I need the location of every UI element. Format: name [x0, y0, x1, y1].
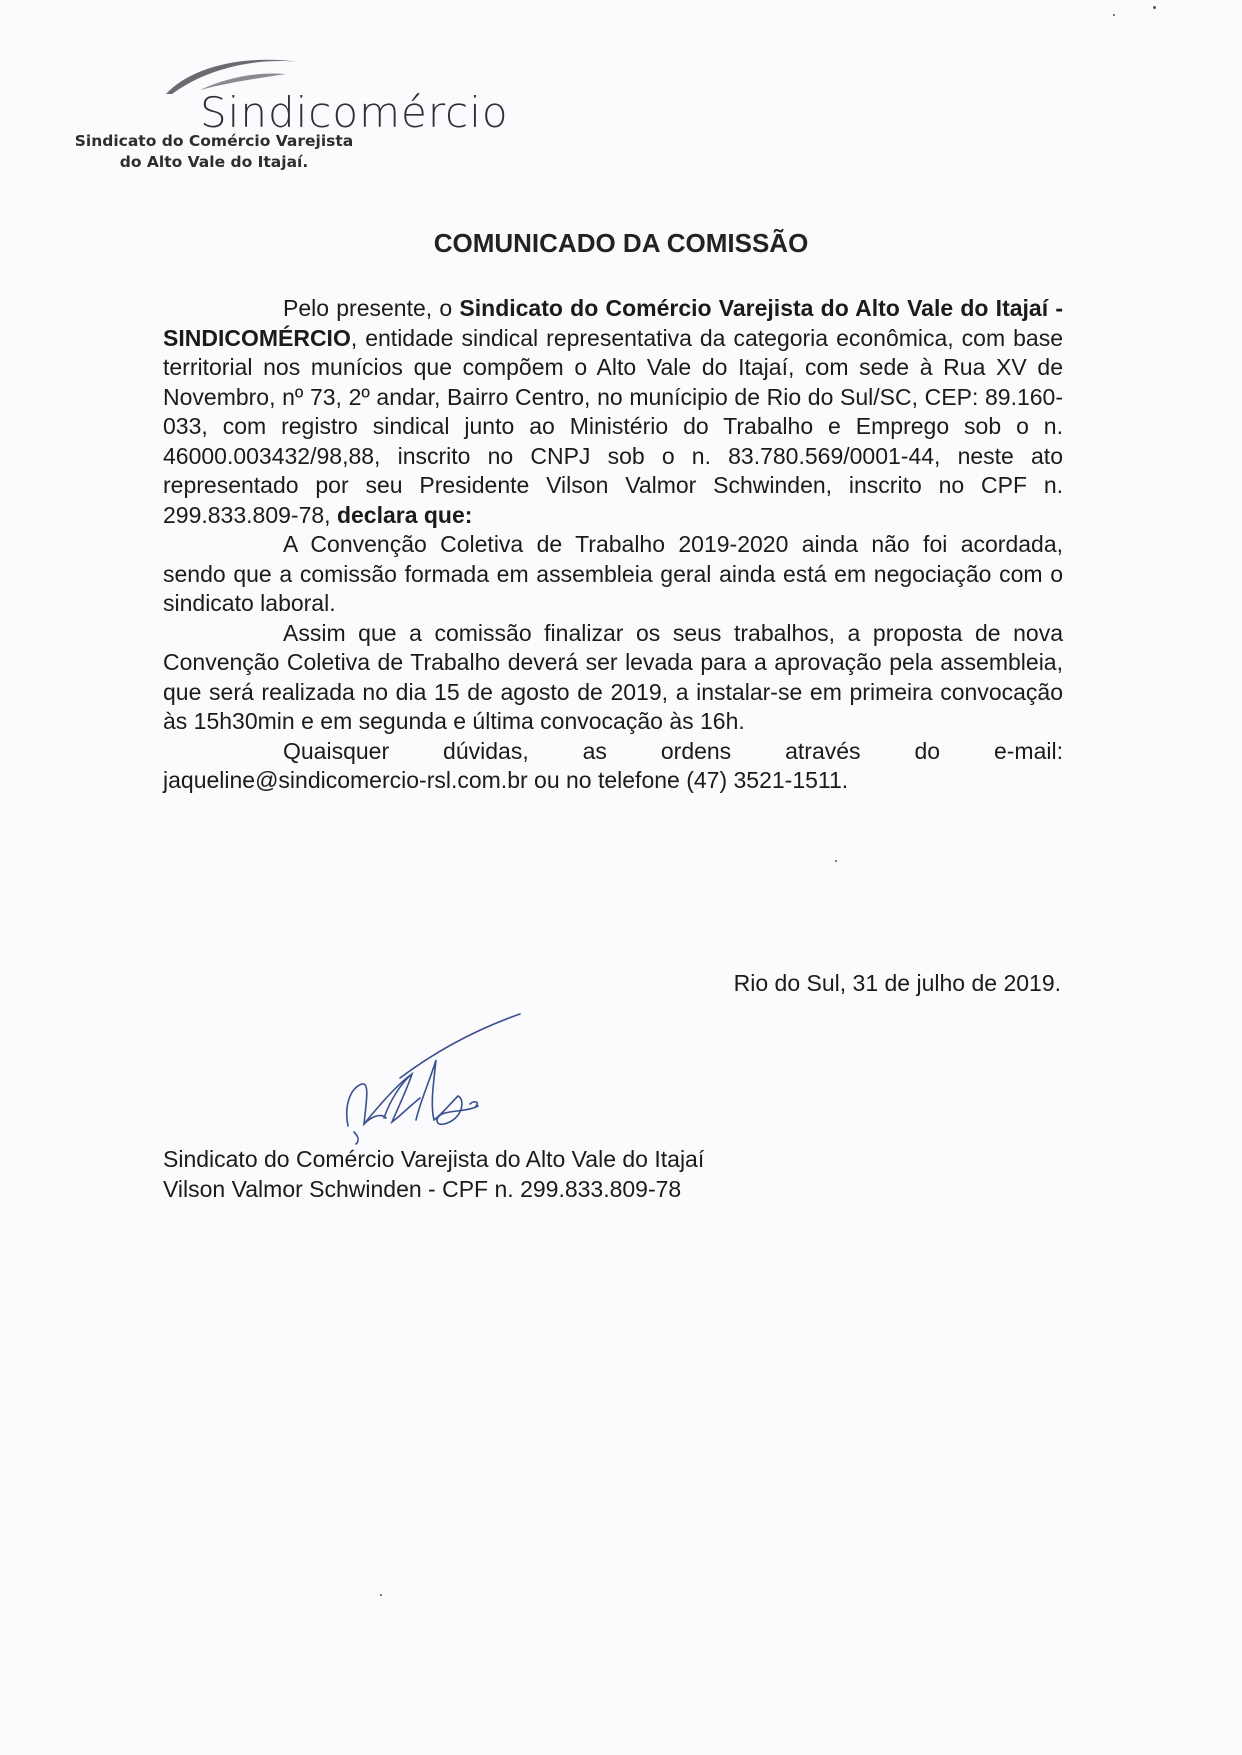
scan-speck: [1113, 14, 1115, 16]
paragraph-3: Assim que a comissão finalizar os seus trabalhos, a proposta de nova Convenção Coletiva de Trabalho deverá ser levada para a aprovação pela assembleia, que será realizada no dia 15 de agosto de 2019, a instalar-se em primeira convocação às 15h30min e em segunda e última convocação às 16h.: [163, 619, 1063, 734]
logo-subtitle-line2: do Alto Vale do Itajaí.: [119, 153, 309, 171]
scan-speck: [380, 1594, 382, 1596]
paragraph-1-intro: Pelo presente, o: [283, 295, 460, 321]
entity-name: Sindicato do Comércio Varejista do Alto Vale do Itajaí - SINDICOMÉRCIO: [163, 295, 1063, 351]
signature: [340, 1008, 580, 1158]
signature-block: [163, 1144, 704, 1204]
paragraph-1-text: , entidade sindical representativa da categoria econômica, com base territorial nos munícios que compõem o Alto Vale do Itajaí, com sede à Rua XV de Novembro, nº 73, 2º andar, Bairro Centro, no munícipio de Rio do Sul/SC, CEP: 89.160-033, com registro sindical junto ao Ministério do Trabalho e Emprego sob o n. 46000.003432/98,88, inscrito no CNPJ sob o n. 83.780.569/0001-44, neste ato representado por seu Presidente Vilson Valmor Schwinden, inscrito no CPF n. 299.833.809-78,: [163, 324, 1063, 528]
paragraph-2: A Convenção Coletiva de Trabalho 2019-2020 ainda não foi acordada, sendo que a comissão formada em assembleia geral ainda está em negociação com o sindicato laboral.: [163, 531, 1063, 616]
paragraph-4-line2: jaqueline@sindicomercio-rsl.com.br ou no telefone (47) 3521-1511.: [163, 767, 849, 793]
paragraph-4-line1: Quaisquer dúvidas, as ordens através do e-mail:: [283, 737, 1063, 764]
signature-person: Vilson Valmor Schwinden - CPF n. 299.833.809-78: [163, 1176, 682, 1202]
document-title: COMUNICADO DA COMISSÃO: [433, 228, 809, 258]
signature-entity: Sindicato do Comércio Varejista do Alto Vale do Itajaí: [163, 1146, 705, 1172]
logo-subtitle: [44, 131, 384, 173]
logo-name: Sindicomércio: [200, 88, 509, 137]
logo-subtitle-line1: Sindicato do Comércio Varejista: [74, 132, 354, 150]
document-date: Rio do Sul, 31 de julho de 2019.: [733, 970, 1061, 996]
scan-speck: [835, 860, 837, 862]
paragraph-1: [163, 294, 1063, 530]
declares-label: declara que:: [336, 501, 473, 528]
scan-speck: [1153, 6, 1156, 9]
document-body: [163, 294, 1063, 796]
